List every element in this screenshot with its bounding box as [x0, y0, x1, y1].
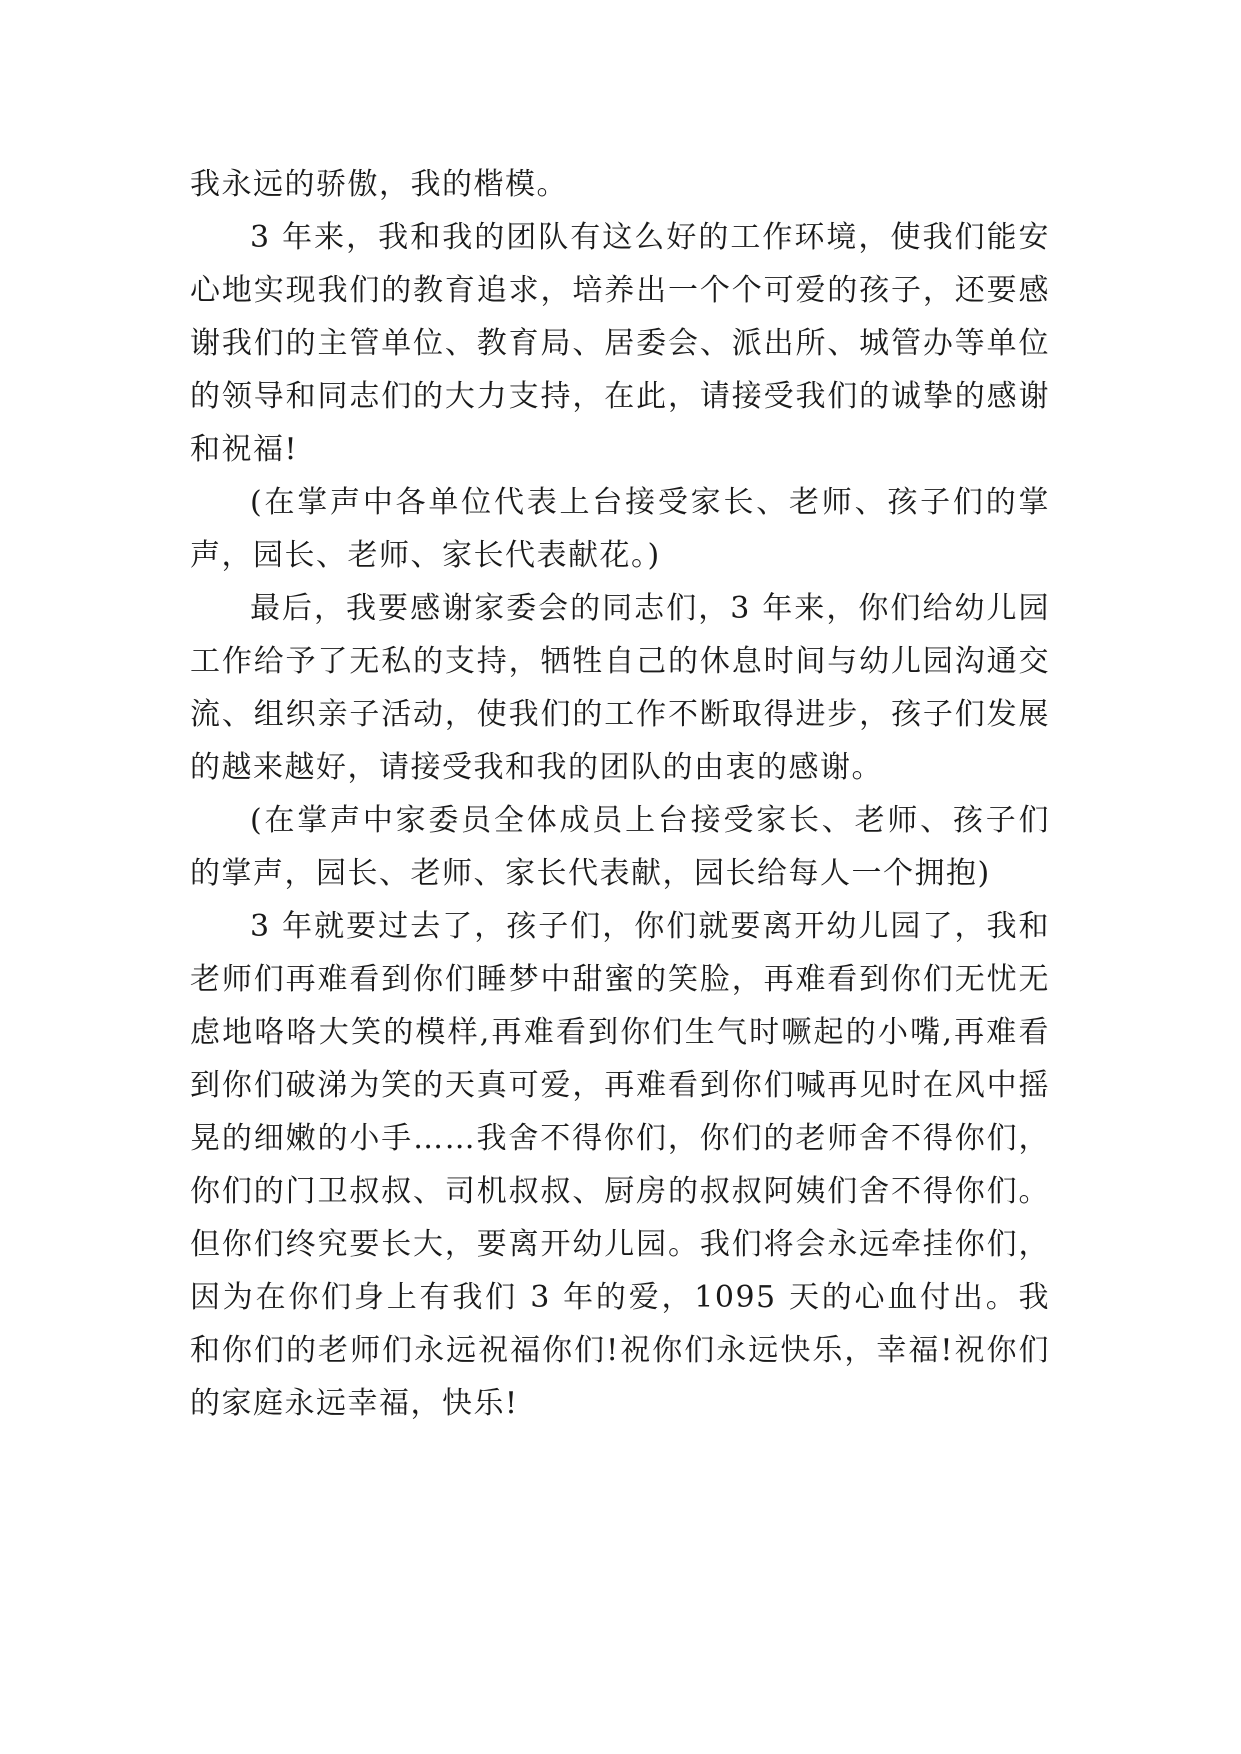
document-body	[190, 158, 1050, 1430]
paragraph-continuation: 我永远的骄傲，我的楷模。	[190, 167, 568, 202]
paragraph-farewell-children: 3 年就要过去了，孩子们，你们就要离开幼儿园了，我和老师们再难看到你们睡梦中甜蜜的笑脸，再难看到你们无忧无虑地咯咯大笑的模样,再难看到你们生气时噘起的小嘴,再难看到你们破涕为笑的天真可爱，再难看到你们喊再见时在风中摇晃的细嫩的小手……我舍不得你们，你们的老师舍不得你们，你们的门卫叔叔、司机叔叔、厨房的叔叔阿姨们舍不得你们。但你们终究要长大，要离开幼儿园。我们将会永远牵挂你们，因为在你们身上有我们 3 年的爱，1095 天的心血付出。我和你们的老师们永远祝福你们!祝你们永远快乐，幸福!祝你们的家庭永远幸福，快乐!	[190, 909, 1050, 1421]
paragraph-work-environment-thanks: 3 年来，我和我的团队有这么好的工作环境，使我们能安心地实现我们的教育追求，培养出一个个可爱的孩子，还要感谢我们的主管单位、教育局、居委会、派出所、城管办等单位的领导和同志们的大力支持，在此，请接受我们的诚挚的感谢和祝福!	[190, 220, 1050, 467]
paragraph-stage-direction-committee: (在掌声中家委员全体成员上台接受家长、老师、孩子们的掌声，园长、老师、家长代表献，园长给每人一个拥抱)	[190, 803, 1050, 891]
paragraph-parents-committee-thanks: 最后，我要感谢家委会的同志们，3 年来，你们给幼儿园工作给予了无私的支持，牺牲自己的休息时间与幼儿园沟通交流、组织亲子活动，使我们的工作不断取得进步，孩子们发展的越来越好，请接受我和我的团队的由衷的感谢。	[190, 591, 1050, 785]
paragraph-stage-direction-units: (在掌声中各单位代表上台接受家长、老师、孩子们的掌声，园长、老师、家长代表献花。)	[190, 485, 1050, 573]
